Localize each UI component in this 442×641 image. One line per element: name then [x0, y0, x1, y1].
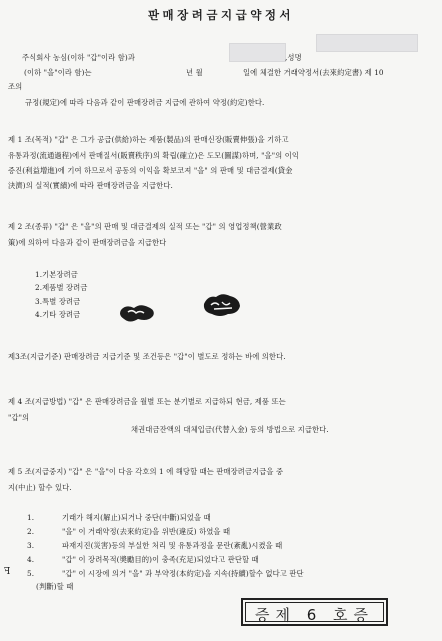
article3-line-1: 제3조(지급기준) 판매장려금 지급기준 및 조건등은 "갑"이 별도로 정하는 바에 의한다.	[8, 352, 286, 361]
redacted-company-name	[229, 43, 286, 62]
article5-line-2: 지(中止) 할수 있다.	[8, 483, 72, 492]
article2-line-2: 策)에 의하여 다음과 같이 판매장려금을 지급한다	[8, 238, 167, 247]
article1-line-2: 유통과정(流通過程)에서 판매질서(販賣秩序)의 확립(確立)은 도모(圖謀)하며, "을"의 이익	[8, 151, 300, 160]
article2-item-1: 1.기본장려금	[35, 270, 78, 279]
article5-item-2-num: 2.	[27, 527, 35, 536]
article5-item-3-num: 3.	[27, 541, 35, 550]
intro-line-4: 규정(規定)에 따라 다음과 같이 판매장려금 지급에 관하여 약정(約定)한다.	[25, 98, 265, 107]
margin-mark: ꟻ	[4, 567, 11, 577]
intro-line-1a: 주식회사 농심(이하 "갑"이라 함)과	[22, 53, 135, 62]
article1-line-3: 증진(利益增進)에 기여 하므로서 공동의 이익을 확보코져 "을" 의 판매 및 대금결제(貸金	[8, 166, 293, 175]
article5-item-3-text: 파재지진(災害)등의 부실한 처리 및 유통과정을 문란(紊亂)시켰을 때	[62, 541, 283, 550]
redacted-name	[316, 34, 418, 52]
article5-item-1-num: 1.	[27, 513, 35, 522]
article4-line-3: 채권대금잔액의 대체입금(代替入金) 등의 방법으로 지급한다.	[131, 425, 329, 434]
ink-smudge-left	[118, 302, 158, 324]
exhibit-stamp	[241, 598, 388, 626]
intro-line-3: 조의	[8, 82, 23, 91]
article4-line-1: 제 4 조(지급방법) "갑" 은 판매장려금을 월별 또는 분기별로 지급하되 현금, 제품 또는	[8, 397, 286, 406]
article2-item-3: 3.특별 장려금	[35, 297, 81, 306]
article5-item-5-text: "갑" 이 시장에 의거 "을" 과 부약정(本約定)을 지속(持續)할수 없다고 판단	[62, 569, 304, 578]
article5-last-line: (判斷)할 때	[36, 582, 74, 591]
article1-line-4: 決濟)의 실적(實績)에 따라 판매장려금을 지급한다.	[8, 181, 173, 190]
article5-item-5-num: 5.	[27, 569, 35, 578]
intro-line-2b: 년 월	[186, 68, 203, 77]
article5-item-2-text: "을" 이 거래약정(去來約定)을 위반(違反) 하였을 때	[62, 527, 231, 536]
ink-smudge-right	[202, 292, 242, 318]
article1-line-1: 제 1 조(목적) "갑" 은 그가 공급(供給)하는 제품(製品)의 판매신장(販賣伸張)을 기하고	[8, 135, 289, 144]
article2-line-1: 제 2 조(종류) "갑" 은 "을"의 판매 및 대금결제의 실적 또는 "갑" 의 영업정책(營業政	[8, 222, 282, 231]
intro-line-2c: 일에 체결한 거래약정서(去來約定書) 제 10	[243, 68, 384, 77]
document-title: 판매장려금지급약정서	[147, 8, 295, 22]
intro-line-2a: (이하 "을"이라 함)는	[24, 68, 92, 77]
article5-item-1-text: 기래가 해지(解止)되거나 중단(中斷)되었을 때	[62, 513, 211, 522]
article4-line-2: "갑"의	[8, 413, 30, 422]
exhibit-stamp-text: 증제 6 호증	[254, 606, 375, 624]
article2-item-4: 4.기타 장려금	[35, 310, 81, 319]
article5-item-4-text: "갑" 이 장려목적(奬勵目的)이 충족(充足)되었다고 판단할 때	[62, 555, 259, 564]
intro-line-1b: ,성명	[285, 53, 302, 62]
article2-item-2: 2.제품별 장려금	[35, 283, 88, 292]
article5-line-1: 제 5 조(지급중지) "갑" 은 "을"이 다음 각호의 1 에 해당할 때는 판매장려금지급을 중	[8, 467, 284, 476]
article5-item-4-num: 4.	[27, 555, 35, 564]
